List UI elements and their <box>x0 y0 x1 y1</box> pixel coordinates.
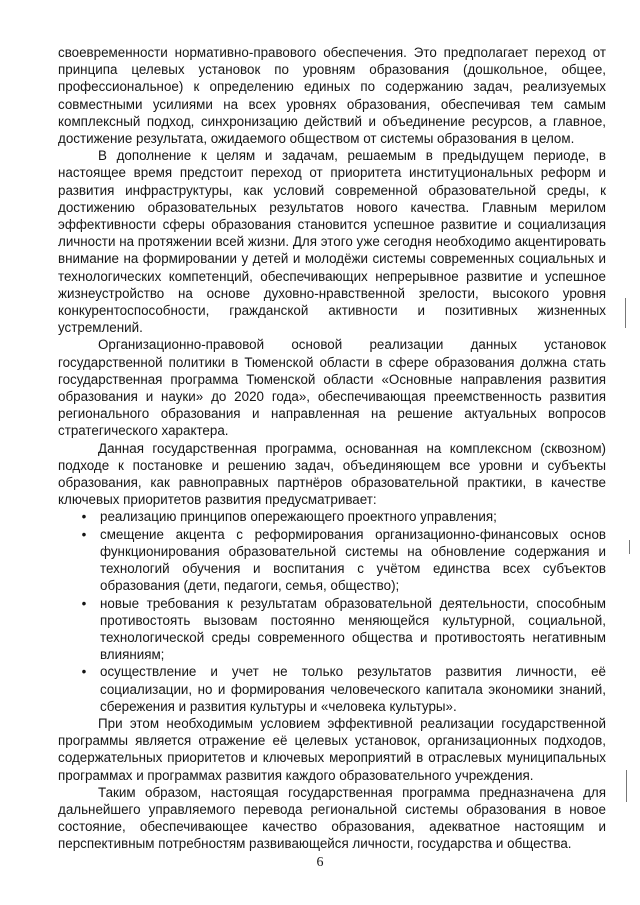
scan-artifact <box>629 540 630 554</box>
list-item-text: реализацию принципов опережающего проектного управления; <box>100 509 497 525</box>
priorities-list <box>58 508 606 714</box>
list-item <box>58 508 606 525</box>
list-item-text: смещение акцента с реформирования организационно-финансовых основ функционирования образовательной системы на обновление содержания и технологий обучения и воспитания с учётом единства всех субъектов образования (дети, педагоги, семья, общество); <box>100 526 606 594</box>
list-item <box>58 526 606 595</box>
paragraph-3: Организационно-правовой основой реализации данных установок государственной политики в Тюменской области в сфере образования должна стать государственная программа Тюменской области «Основные направления развития образования и науки» до 2020 года», обеспечивающая преемственность развития регионального образования и направленная на решение актуальных вопросов стратегического характера. <box>58 337 606 439</box>
scan-artifact <box>625 298 626 328</box>
scan-artifact <box>626 770 627 802</box>
bullet-icon: • <box>81 664 87 680</box>
paragraph-5: При этом необходимым условием эффективной реализации государственной программы является отражение её целевых установок, организационных подходов, содержательных приоритетов и ключевых мероприятий в отраслевых муниципальных программах и программах развития каждого образовательного учреждения. <box>58 715 606 783</box>
bullet-icon: • <box>81 509 87 525</box>
paragraph-6: Таким образом, настоящая государственная программа предназначена для дальнейшего управляемого перевода региональной системы образования в новое состояние, обеспечивающее качество образования, адекватное настоящим и перспективным потребностям развивающейся личности, государства и общества. <box>58 784 606 852</box>
paragraph-4: Данная государственная программа, основанная на комплексном (сквозном) подходе к постановке и решению задач, объединяющем все уровни и субъекты образования, как равноправных партнёров образовательной практики, в качестве ключевых приоритетов развития предусматривает: <box>58 440 606 508</box>
list-item-text: новые требования к результатам образовательной деятельности, способным противостоять вызовам постоянно меняющейся культурной, социальной, технологической среды современного общества и противостоять негативным влияниям; <box>100 595 606 663</box>
paragraph-2: В дополнение к целям и задачам, решаемым в предыдущем периоде, в настоящее время предстоит переход от приоритета институциональных реформ и развития инфраструктуры, как условий современной образовательной среды, к достижению образовательных результатов нового качества. Главным мерилом эффективности сферы образования становится успешное развитие и социализация личности на протяжении всей жизни. Для этого уже сегодня необходимо акцентировать внимание на формировании у детей и молодёжи системы современных социальных и технологических компетенций, обеспечивающих непрерывное развитие и успешное жизнеустройство на основе духовно-нравственной зрелости, высокого уровня конкурентоспособности, гражданской активности и позитивных жизненных устремлений. <box>58 148 606 336</box>
bullet-icon: • <box>81 526 87 542</box>
paragraph-1: своевременности нормативно-правового обеспечения. Это предполагает переход от принципа целевых установок по уровням образования (дошкольное, общее, профессиональное) к определению единых по содержанию задач, реализуемых совместными усилиями на всех уровнях образования, обеспечивая тем самым комплексный подход, синхронизацию действий и объединение ресурсов, а главное, достижение результата, ожидаемого обществом от системы образования в целом. <box>58 45 606 147</box>
list-item <box>58 595 606 664</box>
list-item-text: осуществление и учет не только результатов развития личности, её социализации, но и формирования человеческого капитала экономики знаний, сбережения и развития культуры и «человека культуры». <box>100 664 606 714</box>
list-item <box>58 663 606 715</box>
page-number: 6 <box>316 855 324 870</box>
bullet-icon: • <box>81 595 87 611</box>
document-body <box>58 44 606 853</box>
